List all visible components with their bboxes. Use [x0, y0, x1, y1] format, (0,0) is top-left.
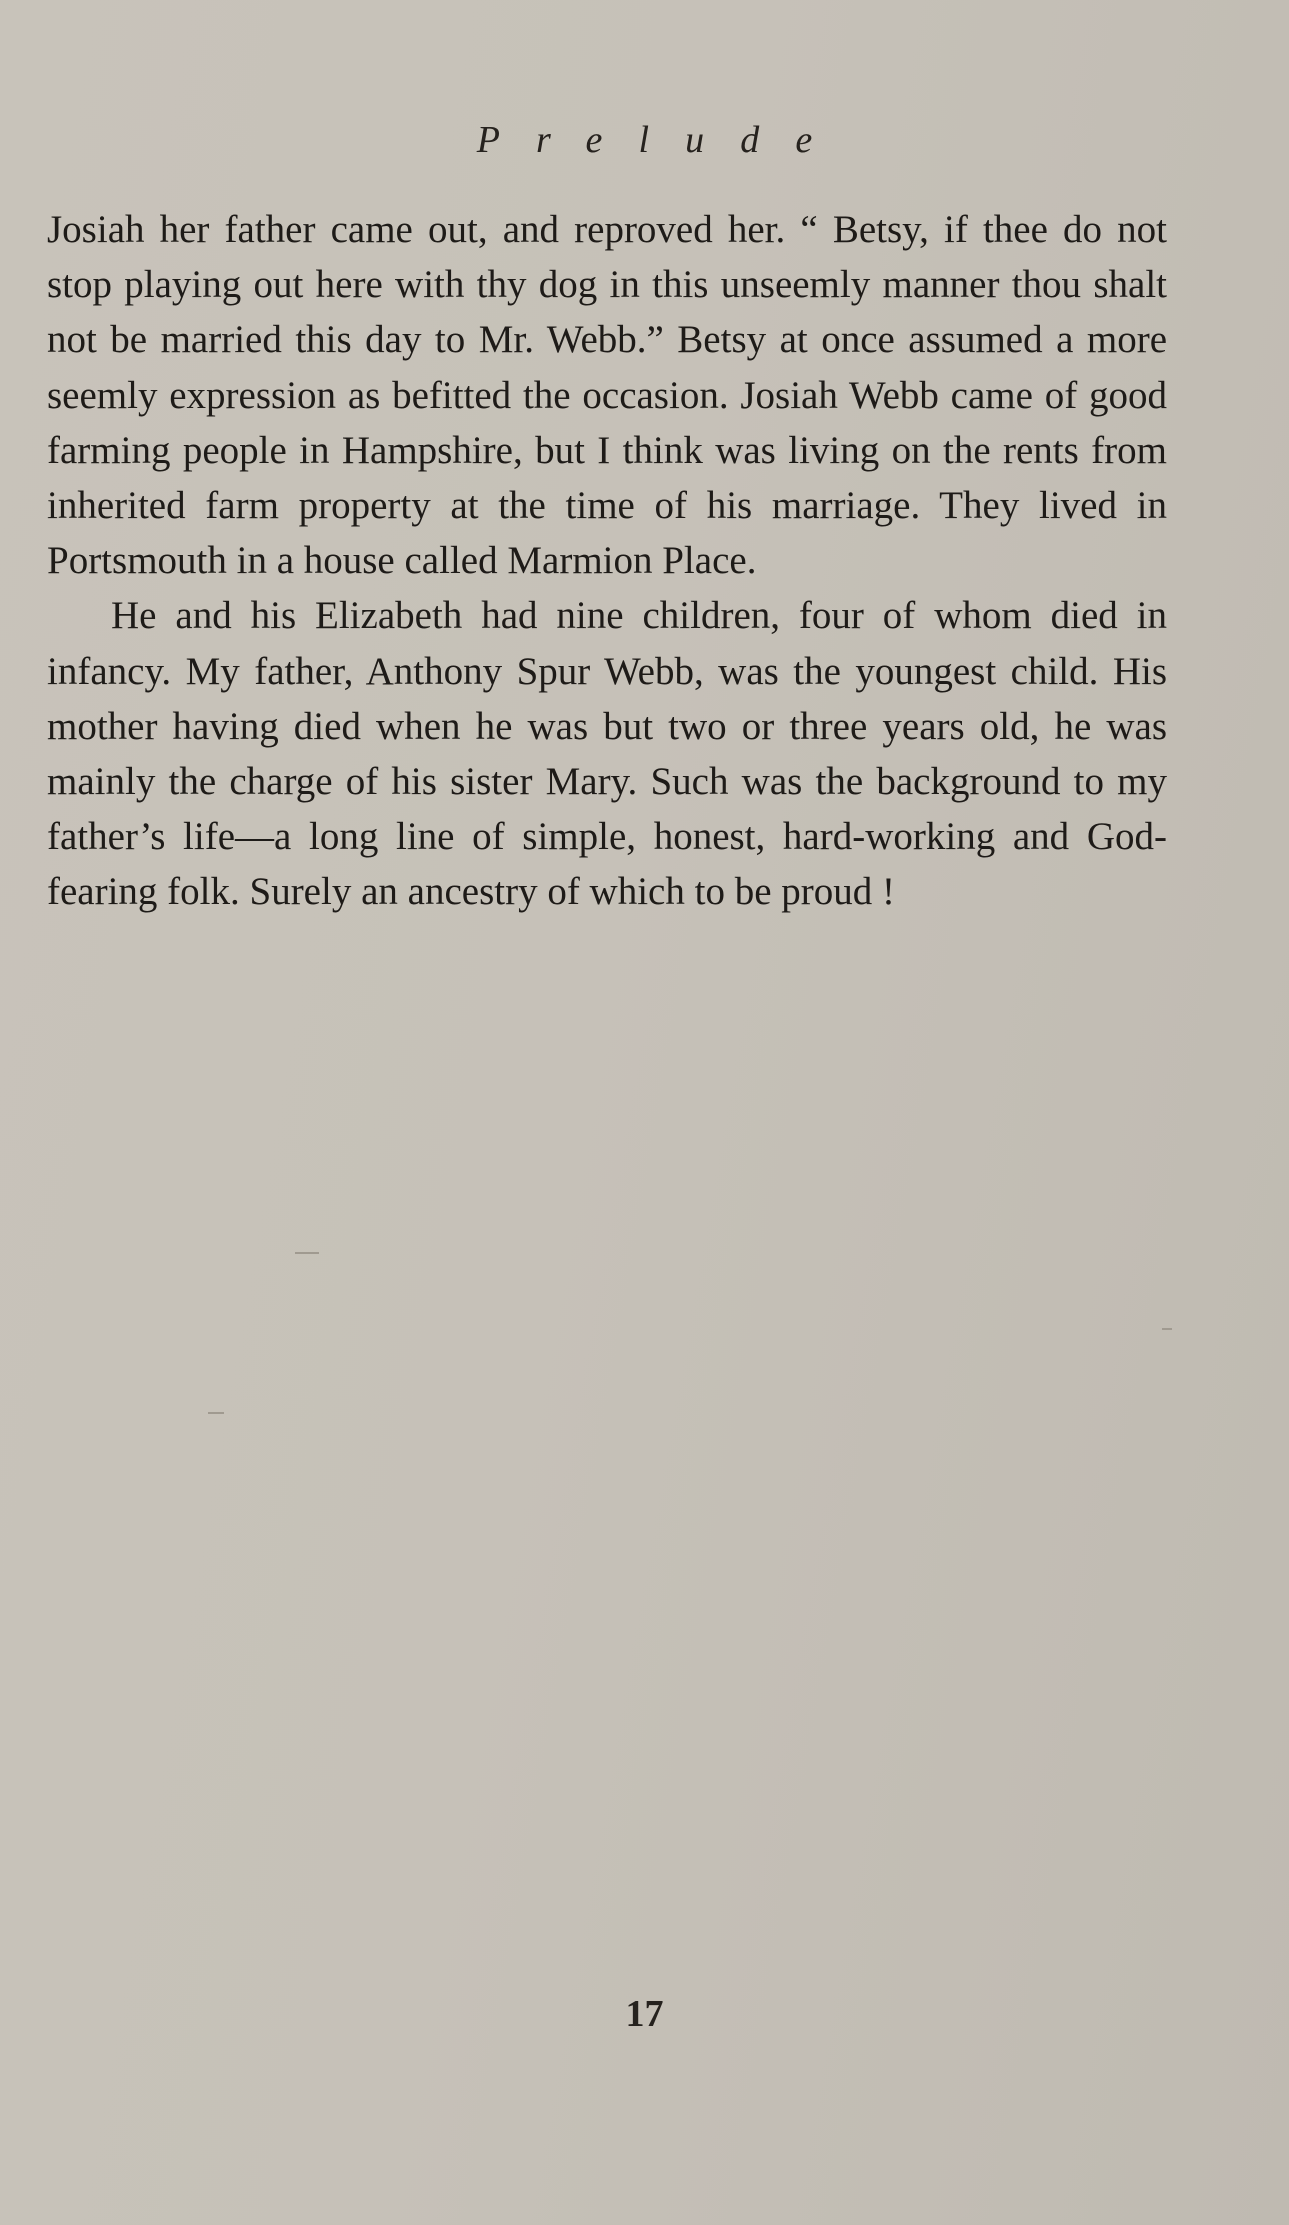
body-text	[47, 202, 1167, 920]
paper-speck	[208, 1412, 224, 1414]
paper-speck	[1162, 1328, 1172, 1330]
paragraph-2: He and his Elizabeth had nine children, four of whom died in infancy. My father, Anthony Spur Webb, was the youngest child. His mother having died when he was but two or three years old, he was mainly the charge of his sister Mary. Such was the background to my father’s life—a long line of simple, honest, hard-working and God-fearing folk. Surely an ancestry of which to be proud !	[47, 594, 1167, 914]
paragraph-1: Josiah her father came out, and reproved her. “ Betsy, if thee do not stop playing out here with thy dog in this unseemly manner thou shalt not be married this day to Mr. Webb.” Betsy at once assumed a more seemly expression as befitted the occasion. Josiah Webb came of good farming people in Hampshire, but I think was living on the rents from inherited farm property at the time of his marriage. They lived in Portsmouth in a house called Marmion Place.	[47, 208, 1167, 583]
running-head: Prelude	[476, 119, 849, 161]
page-number: 17	[625, 1993, 664, 2035]
paper-speck	[295, 1252, 319, 1254]
